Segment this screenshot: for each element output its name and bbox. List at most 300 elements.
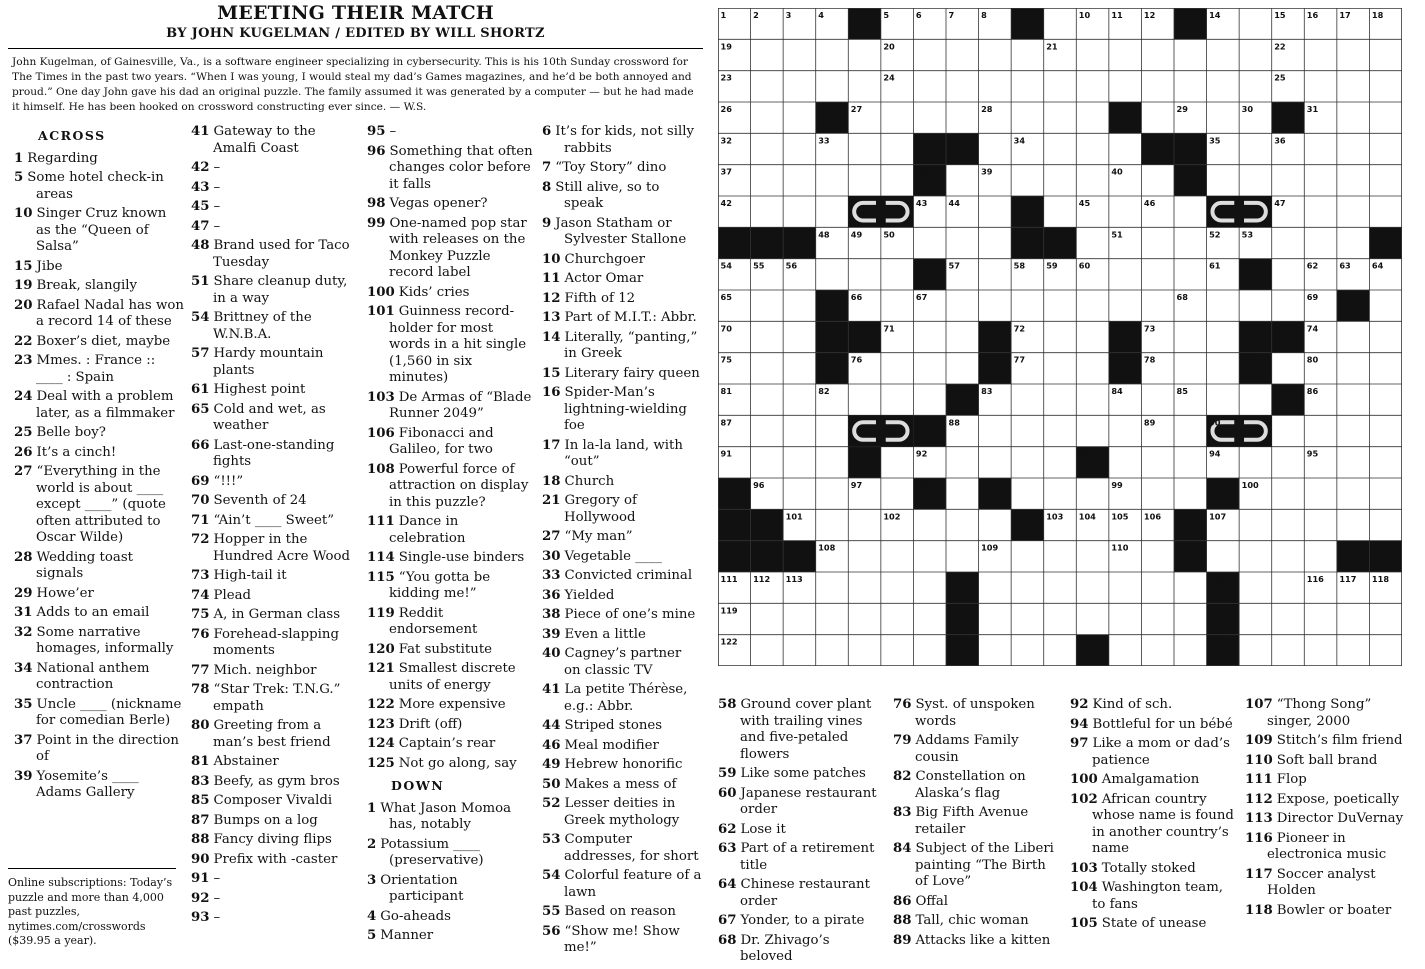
grid-cell[interactable] bbox=[979, 259, 1012, 290]
grid-cell[interactable] bbox=[1272, 227, 1305, 258]
grid-cell[interactable] bbox=[1207, 165, 1240, 196]
clue-text: Prefix with -caster bbox=[213, 851, 338, 867]
grid-number: 21 bbox=[1046, 41, 1058, 52]
grid-cell[interactable] bbox=[816, 603, 849, 634]
grid-cell[interactable] bbox=[1239, 572, 1272, 603]
grid-cell[interactable] bbox=[1304, 196, 1337, 227]
grid-cell[interactable] bbox=[979, 415, 1012, 446]
grid-cell[interactable] bbox=[979, 603, 1012, 634]
grid-cell[interactable] bbox=[1011, 102, 1044, 133]
grid-cell[interactable] bbox=[783, 603, 816, 634]
grid-cell[interactable] bbox=[1207, 384, 1240, 415]
grid-cell[interactable] bbox=[1369, 290, 1402, 321]
grid-cell[interactable] bbox=[1207, 290, 1240, 321]
grid-cell[interactable] bbox=[1076, 572, 1109, 603]
grid-cell[interactable] bbox=[1141, 102, 1174, 133]
grid-cell[interactable] bbox=[1272, 290, 1305, 321]
grid-cell[interactable] bbox=[1272, 572, 1305, 603]
grid-number: 38 bbox=[915, 166, 928, 177]
grid-cell[interactable] bbox=[751, 321, 784, 352]
grid-cell[interactable] bbox=[816, 509, 849, 540]
grid-number: 2 bbox=[753, 10, 759, 20]
grid-cell[interactable] bbox=[1044, 541, 1077, 572]
black-square bbox=[1174, 541, 1207, 572]
grid-cell[interactable] bbox=[783, 447, 816, 478]
grid-cell[interactable] bbox=[1337, 196, 1370, 227]
grid-cell[interactable] bbox=[816, 259, 849, 290]
grid-cell[interactable] bbox=[1076, 384, 1109, 415]
clue-item bbox=[718, 786, 886, 819]
grid-cell[interactable] bbox=[1369, 384, 1402, 415]
grid-cell[interactable] bbox=[1369, 353, 1402, 384]
grid-cell[interactable] bbox=[1239, 39, 1272, 70]
grid-cell[interactable] bbox=[1011, 384, 1044, 415]
grid-cell[interactable] bbox=[1109, 290, 1142, 321]
grid-cell[interactable] bbox=[1272, 509, 1305, 540]
grid-cell[interactable] bbox=[1337, 509, 1370, 540]
grid-cell[interactable] bbox=[1044, 415, 1077, 446]
clue-text: Kind of sch. bbox=[1092, 697, 1173, 712]
grid-cell[interactable] bbox=[1174, 415, 1207, 446]
grid-cell[interactable] bbox=[1076, 39, 1109, 70]
clue-number: 47 bbox=[191, 218, 210, 234]
grid-cell[interactable] bbox=[1109, 572, 1142, 603]
grid-cell[interactable] bbox=[1141, 603, 1174, 634]
grid-cell[interactable] bbox=[1239, 635, 1272, 666]
grid-cell[interactable] bbox=[751, 384, 784, 415]
grid-cell[interactable] bbox=[1272, 415, 1305, 446]
grid-cell[interactable] bbox=[946, 290, 979, 321]
grid-cell[interactable] bbox=[816, 71, 849, 102]
clue-number: 43 bbox=[191, 179, 210, 195]
grid-cell[interactable] bbox=[1207, 321, 1240, 352]
grid-cell[interactable] bbox=[1174, 196, 1207, 227]
grid-cell[interactable] bbox=[1141, 635, 1174, 666]
clue-item bbox=[542, 385, 702, 435]
grid-cell[interactable] bbox=[1109, 447, 1142, 478]
grid-cell[interactable] bbox=[1304, 509, 1337, 540]
grid-cell[interactable] bbox=[1044, 478, 1077, 509]
grid-cell[interactable] bbox=[1141, 290, 1174, 321]
grid-cell[interactable] bbox=[1044, 102, 1077, 133]
grid-cell[interactable] bbox=[1239, 541, 1272, 572]
grid-cell[interactable] bbox=[1239, 71, 1272, 102]
clue-item bbox=[191, 160, 361, 177]
grid-cell[interactable] bbox=[1304, 603, 1337, 634]
grid-cell[interactable] bbox=[783, 478, 816, 509]
grid-cell[interactable] bbox=[881, 290, 914, 321]
grid-cell[interactable] bbox=[1369, 509, 1402, 540]
grid-cell[interactable] bbox=[1076, 290, 1109, 321]
grid-cell[interactable] bbox=[1304, 71, 1337, 102]
grid-cell[interactable] bbox=[1076, 227, 1109, 258]
grid-cell[interactable] bbox=[1337, 321, 1370, 352]
grid-cell[interactable] bbox=[783, 39, 816, 70]
grid-cell[interactable] bbox=[1011, 447, 1044, 478]
grid-number: 23 bbox=[720, 72, 732, 83]
grid-cell[interactable] bbox=[1239, 165, 1272, 196]
grid-cell[interactable] bbox=[1076, 353, 1109, 384]
grid-cell[interactable] bbox=[1207, 353, 1240, 384]
grid-cell[interactable] bbox=[1239, 290, 1272, 321]
grid-cell[interactable] bbox=[1174, 635, 1207, 666]
grid-cell[interactable] bbox=[1239, 384, 1272, 415]
grid-cell[interactable] bbox=[1109, 133, 1142, 164]
grid-cell[interactable] bbox=[751, 39, 784, 70]
grid-cell[interactable] bbox=[1337, 227, 1370, 258]
grid-cell[interactable] bbox=[1369, 478, 1402, 509]
grid-number: 5 bbox=[883, 10, 890, 20]
grid-cell[interactable] bbox=[848, 165, 881, 196]
grid-cell[interactable] bbox=[848, 572, 881, 603]
grid-cell[interactable] bbox=[783, 165, 816, 196]
grid-cell[interactable] bbox=[1011, 478, 1044, 509]
grid-cell[interactable] bbox=[913, 353, 946, 384]
grid-cell[interactable] bbox=[751, 196, 784, 227]
grid-cell[interactable] bbox=[946, 478, 979, 509]
grid-cell[interactable] bbox=[1369, 196, 1402, 227]
grid-cell[interactable] bbox=[751, 165, 784, 196]
grid-cell[interactable] bbox=[1369, 102, 1402, 133]
grid-cell[interactable] bbox=[913, 541, 946, 572]
grid-cell[interactable] bbox=[848, 541, 881, 572]
grid-cell[interactable] bbox=[783, 415, 816, 446]
grid-cell[interactable] bbox=[1272, 165, 1305, 196]
clue-text: “Toy Story” dino bbox=[555, 160, 667, 175]
grid-cell[interactable] bbox=[1174, 572, 1207, 603]
grid-cell[interactable] bbox=[1304, 165, 1337, 196]
grid-cell[interactable] bbox=[848, 603, 881, 634]
grid-cell[interactable] bbox=[1272, 259, 1305, 290]
grid-cell[interactable] bbox=[1044, 353, 1077, 384]
grid-cell[interactable] bbox=[1337, 478, 1370, 509]
grid-cell[interactable] bbox=[783, 133, 816, 164]
grid-cell[interactable] bbox=[946, 39, 979, 70]
grid-cell[interactable] bbox=[1174, 447, 1207, 478]
clue-item bbox=[367, 736, 535, 753]
grid-cell[interactable] bbox=[1174, 478, 1207, 509]
grid-cell[interactable] bbox=[1174, 71, 1207, 102]
grid-cell[interactable] bbox=[881, 353, 914, 384]
grid-cell[interactable] bbox=[913, 39, 946, 70]
grid-cell[interactable] bbox=[1044, 133, 1077, 164]
grid-cell[interactable] bbox=[881, 259, 914, 290]
grid-cell[interactable] bbox=[1207, 102, 1240, 133]
grid-cell[interactable] bbox=[816, 39, 849, 70]
grid-cell[interactable] bbox=[881, 165, 914, 196]
grid-cell[interactable] bbox=[1076, 603, 1109, 634]
clue-number: 54 bbox=[542, 868, 561, 883]
grid-cell[interactable] bbox=[1044, 635, 1077, 666]
grid-cell[interactable] bbox=[1011, 165, 1044, 196]
grid-cell[interactable] bbox=[848, 635, 881, 666]
grid-cell[interactable] bbox=[979, 572, 1012, 603]
grid-cell[interactable] bbox=[848, 39, 881, 70]
black-square bbox=[718, 509, 751, 540]
grid-cell[interactable] bbox=[816, 165, 849, 196]
grid-cell[interactable] bbox=[751, 102, 784, 133]
grid-cell[interactable] bbox=[1011, 635, 1044, 666]
grid-cell[interactable] bbox=[1369, 603, 1402, 634]
grid-cell[interactable] bbox=[1272, 447, 1305, 478]
grid-cell[interactable] bbox=[1076, 165, 1109, 196]
grid-cell[interactable] bbox=[1044, 71, 1077, 102]
grid-cell[interactable] bbox=[1337, 635, 1370, 666]
grid-cell[interactable] bbox=[881, 447, 914, 478]
grid-cell[interactable] bbox=[946, 165, 979, 196]
grid-cell[interactable] bbox=[1337, 165, 1370, 196]
grid-cell[interactable] bbox=[1304, 227, 1337, 258]
clue-number: 66 bbox=[191, 437, 210, 453]
clue-item bbox=[367, 873, 535, 906]
grid-cell[interactable] bbox=[1044, 384, 1077, 415]
grid-cell[interactable] bbox=[913, 321, 946, 352]
grid-cell[interactable] bbox=[816, 196, 849, 227]
grid-cell[interactable] bbox=[816, 415, 849, 446]
grid-cell[interactable] bbox=[913, 603, 946, 634]
grid-cell[interactable] bbox=[816, 447, 849, 478]
grid-cell[interactable] bbox=[1272, 478, 1305, 509]
grid-cell[interactable] bbox=[1174, 259, 1207, 290]
grid-cell[interactable] bbox=[913, 227, 946, 258]
grid-cell[interactable] bbox=[979, 71, 1012, 102]
grid-cell[interactable] bbox=[1044, 290, 1077, 321]
grid-cell[interactable] bbox=[1304, 478, 1337, 509]
grid-cell[interactable] bbox=[946, 321, 979, 352]
grid-cell[interactable] bbox=[1337, 447, 1370, 478]
grid-cell[interactable] bbox=[1109, 603, 1142, 634]
grid-cell[interactable] bbox=[946, 102, 979, 133]
grid-cell[interactable] bbox=[1272, 635, 1305, 666]
grid-cell[interactable] bbox=[783, 290, 816, 321]
grid-cell[interactable] bbox=[1076, 133, 1109, 164]
clue-text: “!!!” bbox=[213, 473, 244, 489]
grid-cell[interactable] bbox=[1044, 321, 1077, 352]
grid-cell[interactable] bbox=[1272, 541, 1305, 572]
grid-cell[interactable] bbox=[816, 635, 849, 666]
grid-cell[interactable] bbox=[1044, 572, 1077, 603]
grid-cell[interactable] bbox=[1174, 603, 1207, 634]
grid-cell[interactable] bbox=[979, 196, 1012, 227]
grid-cell[interactable] bbox=[1174, 321, 1207, 352]
grid-cell[interactable] bbox=[1337, 603, 1370, 634]
grid-cell[interactable] bbox=[1337, 71, 1370, 102]
grid-cell[interactable] bbox=[751, 447, 784, 478]
grid-cell[interactable] bbox=[848, 133, 881, 164]
grid-cell[interactable] bbox=[1239, 8, 1272, 39]
grid-cell[interactable] bbox=[1011, 71, 1044, 102]
grid-cell[interactable] bbox=[1304, 415, 1337, 446]
grid-cell[interactable] bbox=[1141, 541, 1174, 572]
grid-cell[interactable] bbox=[979, 227, 1012, 258]
grid-cell[interactable] bbox=[946, 227, 979, 258]
grid-cell[interactable] bbox=[1076, 478, 1109, 509]
grid-cell[interactable] bbox=[848, 384, 881, 415]
grid-cell[interactable] bbox=[946, 541, 979, 572]
grid-cell[interactable] bbox=[1369, 39, 1402, 70]
grid-cell[interactable] bbox=[1109, 196, 1142, 227]
grid-cell[interactable] bbox=[881, 635, 914, 666]
grid-cell[interactable] bbox=[979, 39, 1012, 70]
grid-cell[interactable] bbox=[783, 635, 816, 666]
grid-cell[interactable] bbox=[1044, 8, 1077, 39]
grid-cell[interactable] bbox=[1011, 415, 1044, 446]
grid-cell[interactable] bbox=[1109, 415, 1142, 446]
grid-cell[interactable] bbox=[881, 478, 914, 509]
grid-cell[interactable] bbox=[751, 133, 784, 164]
grid-cell[interactable] bbox=[1044, 603, 1077, 634]
grid-cell[interactable] bbox=[1011, 541, 1044, 572]
grid-cell[interactable] bbox=[1337, 415, 1370, 446]
grid-cell[interactable] bbox=[913, 572, 946, 603]
grid-cell[interactable] bbox=[1337, 102, 1370, 133]
grid-number: 118 bbox=[1371, 574, 1390, 584]
grid-cell[interactable] bbox=[1141, 165, 1174, 196]
grid-cell[interactable] bbox=[751, 290, 784, 321]
grid-cell[interactable] bbox=[1304, 541, 1337, 572]
grid-cell[interactable] bbox=[1272, 353, 1305, 384]
clue-text: Mich. neighbor bbox=[213, 662, 317, 678]
grid-cell[interactable] bbox=[1337, 133, 1370, 164]
grid-cell[interactable] bbox=[783, 102, 816, 133]
grid-cell[interactable] bbox=[913, 635, 946, 666]
grid-cell[interactable] bbox=[1174, 39, 1207, 70]
grid-cell[interactable] bbox=[1011, 290, 1044, 321]
grid-cell[interactable] bbox=[1239, 603, 1272, 634]
grid-cell[interactable] bbox=[751, 635, 784, 666]
grid-cell[interactable] bbox=[881, 541, 914, 572]
grid-cell[interactable] bbox=[1141, 71, 1174, 102]
grid-cell[interactable] bbox=[783, 353, 816, 384]
grid-cell[interactable] bbox=[1109, 71, 1142, 102]
grid-cell[interactable] bbox=[881, 572, 914, 603]
grid-cell[interactable] bbox=[783, 384, 816, 415]
clue-item bbox=[367, 909, 535, 926]
clue-number: 100 bbox=[1070, 772, 1098, 787]
grid-cell[interactable] bbox=[1044, 165, 1077, 196]
grid-cell[interactable] bbox=[1076, 102, 1109, 133]
grid-cell[interactable] bbox=[1272, 603, 1305, 634]
grid-cell[interactable] bbox=[1239, 447, 1272, 478]
clue-column-2 bbox=[191, 124, 361, 930]
grid-cell[interactable] bbox=[1369, 415, 1402, 446]
grid-cell[interactable] bbox=[1174, 353, 1207, 384]
grid-cell[interactable] bbox=[913, 509, 946, 540]
grid-cell[interactable] bbox=[751, 353, 784, 384]
grid-cell[interactable] bbox=[1207, 39, 1240, 70]
grid-cell[interactable] bbox=[1239, 509, 1272, 540]
grid-cell[interactable] bbox=[848, 259, 881, 290]
grid-cell[interactable] bbox=[1304, 39, 1337, 70]
grid-cell[interactable] bbox=[913, 102, 946, 133]
grid-cell[interactable] bbox=[946, 447, 979, 478]
grid-cell[interactable] bbox=[913, 71, 946, 102]
grid-cell[interactable] bbox=[783, 321, 816, 352]
grid-cell[interactable] bbox=[1109, 635, 1142, 666]
grid-cell[interactable] bbox=[979, 133, 1012, 164]
grid-cell[interactable] bbox=[946, 353, 979, 384]
grid-cell[interactable] bbox=[1141, 447, 1174, 478]
clue-text: Rafael Nadal has won a record 14 of these bbox=[36, 297, 184, 329]
grid-cell[interactable] bbox=[979, 635, 1012, 666]
grid-cell[interactable] bbox=[1369, 165, 1402, 196]
grid-cell[interactable] bbox=[1076, 415, 1109, 446]
grid-cell[interactable] bbox=[1076, 541, 1109, 572]
grid-cell[interactable] bbox=[1369, 321, 1402, 352]
black-square bbox=[1337, 290, 1370, 321]
grid-cell[interactable] bbox=[751, 415, 784, 446]
clue-number: 50 bbox=[542, 776, 561, 792]
grid-cell[interactable] bbox=[1369, 71, 1402, 102]
grid-cell[interactable] bbox=[881, 603, 914, 634]
clue-item bbox=[191, 871, 361, 888]
grid-cell[interactable] bbox=[1337, 384, 1370, 415]
grid-cell[interactable] bbox=[946, 509, 979, 540]
grid-cell[interactable] bbox=[946, 71, 979, 102]
grid-cell[interactable] bbox=[1141, 259, 1174, 290]
grid-number: 124 bbox=[1078, 636, 1096, 647]
grid-cell[interactable] bbox=[1337, 353, 1370, 384]
grid-cell[interactable] bbox=[783, 71, 816, 102]
grid-cell[interactable] bbox=[1109, 39, 1142, 70]
clue-number: 58 bbox=[718, 697, 737, 712]
grid-cell[interactable] bbox=[816, 478, 849, 509]
grid-cell[interactable] bbox=[848, 71, 881, 102]
clue-number: 103 bbox=[367, 389, 395, 405]
grid-cell[interactable] bbox=[1141, 478, 1174, 509]
grid-cell[interactable] bbox=[1239, 133, 1272, 164]
grid-cell[interactable] bbox=[1141, 39, 1174, 70]
grid-cell[interactable] bbox=[881, 384, 914, 415]
grid-cell[interactable] bbox=[1011, 603, 1044, 634]
grid-cell[interactable] bbox=[1141, 227, 1174, 258]
grid-cell[interactable] bbox=[848, 509, 881, 540]
grid-cell[interactable] bbox=[783, 196, 816, 227]
grid-cell[interactable] bbox=[1369, 447, 1402, 478]
clue-text: Like a mom or dad’s patience bbox=[1092, 736, 1230, 768]
clue-number: 86 bbox=[893, 893, 912, 909]
grid-cell[interactable] bbox=[979, 290, 1012, 321]
grid-cell[interactable] bbox=[1207, 541, 1240, 572]
grid-cell[interactable] bbox=[1141, 572, 1174, 603]
grid-cell[interactable] bbox=[751, 603, 784, 634]
grid-cell[interactable] bbox=[1109, 259, 1142, 290]
grid-cell[interactable] bbox=[1304, 635, 1337, 666]
grid-cell[interactable] bbox=[1076, 71, 1109, 102]
grid-cell[interactable] bbox=[1044, 196, 1077, 227]
grid-cell[interactable] bbox=[1141, 384, 1174, 415]
grid-cell[interactable] bbox=[816, 572, 849, 603]
grid-cell[interactable] bbox=[1369, 635, 1402, 666]
grid-cell[interactable] bbox=[1044, 447, 1077, 478]
grid-cell[interactable] bbox=[1076, 321, 1109, 352]
grid-cell[interactable] bbox=[1011, 39, 1044, 70]
grid-cell[interactable] bbox=[979, 509, 1012, 540]
grid-cell[interactable] bbox=[1207, 71, 1240, 102]
grid-cell[interactable] bbox=[881, 133, 914, 164]
clue-number: 75 bbox=[191, 607, 210, 622]
grid-cell[interactable] bbox=[1369, 133, 1402, 164]
grid-cell[interactable] bbox=[1337, 39, 1370, 70]
grid-cell[interactable] bbox=[1174, 227, 1207, 258]
grid-cell[interactable] bbox=[751, 71, 784, 102]
grid-cell[interactable] bbox=[881, 102, 914, 133]
grid-cell[interactable] bbox=[1011, 572, 1044, 603]
clue-item bbox=[367, 285, 535, 302]
grid-cell[interactable] bbox=[913, 384, 946, 415]
grid-cell[interactable] bbox=[1304, 133, 1337, 164]
grid-cell[interactable] bbox=[979, 447, 1012, 478]
